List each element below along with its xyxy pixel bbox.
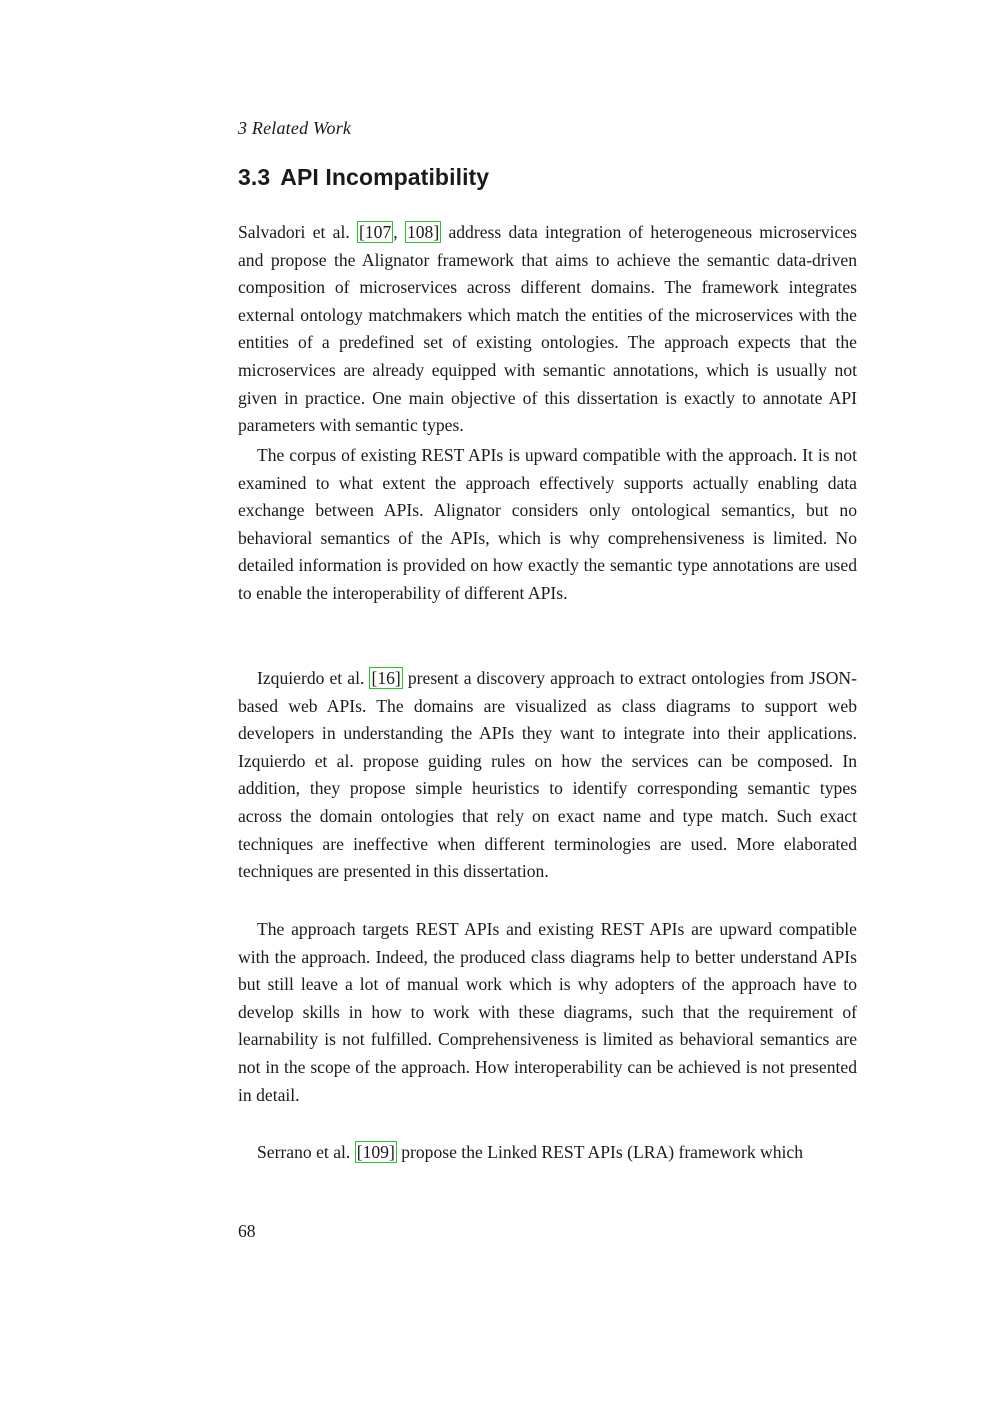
citation-link[interactable]: [107 <box>359 222 392 242</box>
paragraph-text: Izquierdo et al. <box>257 668 370 688</box>
citation-number: 108 <box>406 222 434 242</box>
page-number: 68 <box>238 1221 256 1241</box>
running-head: 3 Related Work <box>238 118 352 138</box>
citation-number: 109 <box>362 1142 389 1162</box>
paragraph-text: present a discovery approach to extract ontologies from JSON-based web APIs. The domains are visualized as class diagrams to support web developers in understanding the APIs they want to integrate into their applications. Izquierdo et al. propose guiding rules on how the services can be composed. In addition, they propose simple heuristics to identify corresponding semantic types across the domain ontologies that rely on exact name and type match. Such exact techniques are ineffective when different terminologies are used. More elaborated techniques are presented in this dissertation. <box>238 668 857 882</box>
paragraph-izquierdo <box>238 665 857 886</box>
citation-number: 16 <box>377 668 395 688</box>
paragraph-salvadori <box>238 219 857 440</box>
paragraph-izquierdo-assessment <box>238 916 857 1109</box>
citation-link[interactable]: 108] <box>406 222 440 242</box>
citation-separator: , <box>393 222 405 242</box>
paragraph-alignator-assessment <box>238 442 857 608</box>
section-title <box>238 164 489 191</box>
paragraph-text: The approach targets REST APIs and existing REST APIs are upward compatible with the approach. Indeed, the produced class diagrams help to better understand APIs but still leave a lot of manual work which is why adopters of the approach have to develop skills in how to work with these diagrams, such that the requirement of learnability is not fulfilled. Comprehensiveness is limited as behavioral semantics are not in the scope of the approach. How interoperability can be achieved is not presented in detail. <box>238 919 857 1105</box>
paragraph-serrano <box>238 1139 857 1167</box>
citation-link[interactable]: [16] <box>371 668 401 688</box>
section-title-text: API Incompatibility <box>280 164 490 190</box>
citation-link[interactable]: [109] <box>356 1142 395 1162</box>
section-number: 3.3 <box>238 164 271 190</box>
paragraph-text: The corpus of existing REST APIs is upward compatible with the approach. It is not examined to what extent the approach effectively supports actually enabling data exchange between APIs. Alignator considers only ontological semantics, but no behavioral semantics of the APIs, which is why comprehensiveness is limited. No detailed information is provided on how exactly the semantic type annotations are used to enable the interoperability of different APIs. <box>238 445 857 603</box>
paragraph-text: Serrano et al. <box>257 1142 355 1162</box>
paragraph-text: address data integration of heterogeneous microservices and propose the Alignator framework that aims to achieve the semantic data-driven composition of microservices across different domains. The framework integrates external ontology matchmakers which match the entities of the microservices with the entities of a predefined set of existing ontologies. The approach expects that the microservices are already equipped with semantic annotations, which is usually not given in practice. One main objective of this dissertation is exactly to annotate API parameters with semantic types. <box>238 222 858 436</box>
citation-number: 107 <box>364 222 392 242</box>
paragraph-text: propose the Linked REST APIs (LRA) framework which <box>396 1142 804 1162</box>
paragraph-text: Salvadori et al. <box>238 222 358 242</box>
